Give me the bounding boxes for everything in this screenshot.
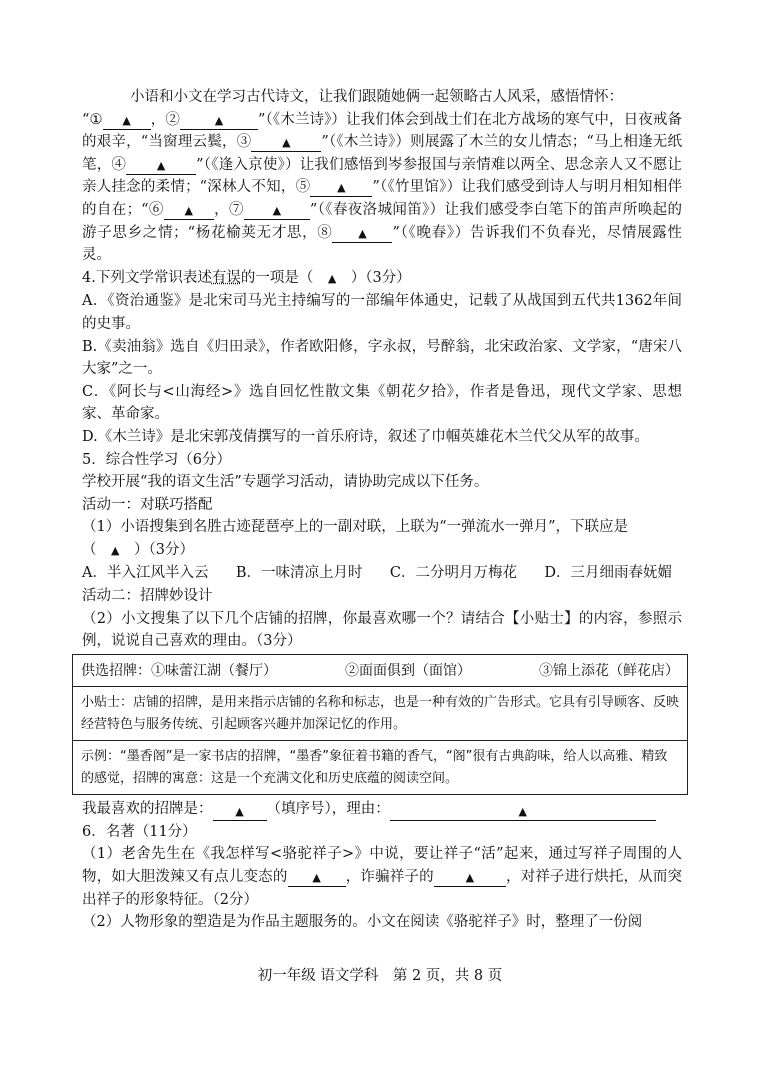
q5-option-a[interactable]: A．半入江风半入云 [82,565,209,582]
answer-blank-1[interactable]: ▲ [103,113,151,130]
answer-blank-2[interactable]: ▲ [180,113,258,130]
signboard-option-1: 供选招牌：①味蕾江湖（餐厅） [81,662,277,679]
signboard-option-2: ②面面俱到（面馆） [345,662,471,679]
answer-blank-7[interactable]: ▲ [244,203,310,220]
q5-activity-1: 活动一：对联巧搭配 [82,496,213,513]
answer-blank-5[interactable]: ▲ [310,180,372,197]
page-footer: 初一年级 语文学科 第 2 页，共 8 页 [257,968,503,984]
q5-sub-2: （2）小文搜集了以下几个店铺的招牌，你最喜欢哪一个？请结合【小贴士】的内容，参照示例，说说自己喜欢的理由。（3分） [82,610,682,650]
answer-slot-q5-1[interactable]: ▲ [111,543,120,557]
answer-blank-8[interactable]: ▲ [332,226,392,243]
q5-option-c[interactable]: C．二分明月万梅花 [389,565,517,582]
question-6-title: 6．名著（11分） [82,823,197,840]
example-text: 示例：“墨香阁”是一家书店的招牌，“墨香”象征着书籍的香气，“阁”很有古典韵味，给人以高雅、精致的感觉，招牌的寓意：这是一个充满文化和历史底蕴的阅读空间。 [73,740,687,794]
q5-option-b[interactable]: B．一味清凉上月时 [235,565,363,582]
reason-blank[interactable]: ▲ [390,804,656,821]
answer-slot-q4[interactable]: ▲ [327,271,337,285]
signboard-option-3: ③锦上添花（鲜花店） [539,662,679,679]
poem-intro: 小语和小文在学习古代诗文，让我们跟随她俩一起领略古人风采，感悟情怀： [130,89,623,105]
emphasis-text: 有误 [211,269,241,286]
q5-intro: 学校开展“我的语文生活”专题学习活动，请协助完成以下任务。 [82,474,489,491]
character-blank-2[interactable]: ▲ [434,870,506,887]
supply-signboards [73,655,687,686]
character-blank-1[interactable]: ▲ [288,870,346,887]
exam-page-content [82,86,682,934]
q6-sub-1: （1）老舍先生在《我怎样写<骆驼祥子>》中说，要让祥子“活”起来，通过写祥子周围的人物，如大胆泼辣又有点儿变态的 ▲ ，诈骗祥子的 ▲ ，对祥子进行烘托，从而突出祥子的形象特征。（2分） [82,846,683,908]
poem-fill-paragraph: “① ▲ ，② ▲ ”（《木兰诗》）让我们体会到战士们在北方战场的寒气中，日夜戒备的艰辛，“当窗理云鬓，③ ▲ ”（《木兰诗》）则展露了木兰的女儿情态；“马上相逢无纸笔，④ ▲ ”（《逢入京使》）让我们感悟到岑参报国与亲情难以两全、思念亲人又不愿让亲人挂念的柔情；“深林人不知，⑤ ▲ ”（《竹里馆》）让我们感受到诗人与明月相知相伴的自在；“⑥ ▲ ，⑦ ▲ ”（《春夜洛城闻笛》）让我们感受李白笔下的笛声所唤起的游子思乡之情；“杨花榆荚无才思，⑧ ▲ ”（《晚春》）告诉我们不负春光，尽情展露性灵。 [82,111,683,264]
question-5-title: 5．综合性学习（6分） [82,451,231,468]
tips-text: 小贴士：店铺的招牌，是用来指示店铺的名称和标志，也是一种有效的广告形式。它具有引导顾客、反映经营特色与服务传统、引起顾客兴趣并加深记忆的作用。 [73,686,687,740]
signboard-info-box [72,654,688,795]
q4-option-b[interactable]: B.《卖油翁》选自《归田录》，作者欧阳修，字永叔，号醉翁，北宋政治家、文学家，“唐宋八大家”之一。 [82,338,682,378]
answer-blank-4[interactable]: ▲ [126,158,196,175]
question-4-stem: 4.下列文学常识表述有误的一项是（ ▲ ）（3分） [82,269,411,286]
favorite-sign-blank[interactable]: ▲ [213,804,267,821]
q4-option-d[interactable]: D.《木兰诗》是北宋郭茂倩撰写的一首乐府诗，叙述了巾帼英雄花木兰代父从军的故事。 [82,428,649,445]
q5-sub-1: （1）小语搜集到名胜古迹琵琶亭上的一副对联，上联为“一弹流水一弹月”，下联应是 （ ▲ ）（3分） [82,519,629,558]
q5-option-d[interactable]: D．三月细雨春妩媚 [544,565,672,582]
q5-answer-line: 我最喜欢的招牌是： ▲ （填序号），理由： ▲ [82,797,682,821]
q4-option-a[interactable]: A．《资治通鉴》是北宋司马光主持编写的一部编年体通史，记载了从战国到五代共1362年间的史事。 [82,293,682,332]
q5-options [82,562,672,585]
q4-option-c[interactable]: C．《阿长与<山海经>》选自回忆性散文集《朝花夕拾》，作者是鲁迅，现代文学家、思想家、革命家。 [82,383,682,423]
answer-blank-6[interactable]: ▲ [164,203,214,220]
answer-blank-3[interactable]: ▲ [251,135,321,152]
q6-sub-2: （2）人物形象的塑造是为作品主题服务的。小文在阅读《骆驼祥子》时，整理了一份阅 [82,914,643,931]
q5-activity-2: 活动二：招牌妙设计 [82,588,213,605]
